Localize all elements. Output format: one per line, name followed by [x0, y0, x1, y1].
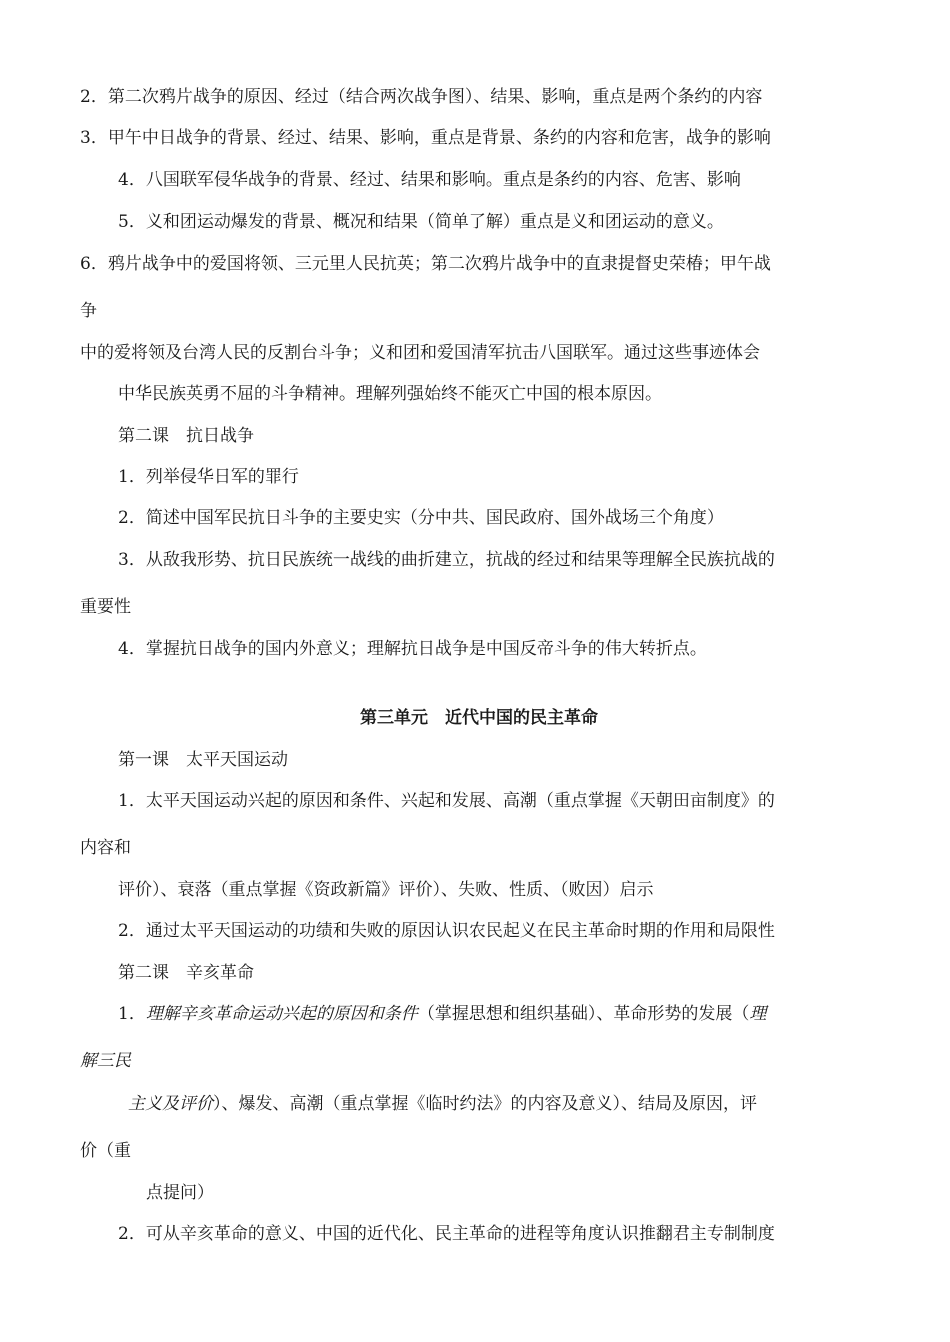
item-5-boxer-movement: 5．义和团运动爆发的背景、概况和结果（简单了解）重点是义和团运动的意义。	[118, 212, 724, 232]
lesson-title-anti-japanese-war: 第二课 抗日战争	[118, 426, 254, 446]
xinhai-item-1-line-4: 价（重	[80, 1141, 131, 1161]
item-2-second-opium-war: 2．第二次鸦片战争的原因、经过（结合两次战争图）、结果、影响，重点是两个条约的内容	[80, 87, 763, 107]
xinhai-item-1-line-3	[128, 1093, 757, 1115]
item-4-eight-nation-alliance: 4．八国联军侵华战争的背景、经过、结果和影响。重点是条约的内容、危害、影响	[118, 170, 741, 190]
xinhai-item-2: 2．可从辛亥革命的意义、中国的近代化、民主革命的进程等角度认识推翻君主专制制度	[118, 1224, 775, 1244]
lesson2-item-2: 2．简述中国军民抗日斗争的主要史实（分中共、国民政府、国外战场三个角度）	[118, 508, 724, 528]
lesson-title-xinhai: 第二课 辛亥革命	[118, 963, 254, 983]
lesson2-item-3-line-2: 重要性	[80, 597, 131, 617]
xinhai-item-1-line-2: 解三民	[80, 1051, 131, 1071]
item-6-line-2: 争	[80, 301, 97, 321]
taiping-item-2: 2．通过太平天国运动的功绩和失败的原因认识农民起义在民主革命时期的作用和局限性	[118, 921, 775, 941]
unit-3-heading: 第三单元 近代中国的民主革命	[360, 708, 598, 728]
xinhai-item-1-line-5: 点提问）	[146, 1183, 214, 1203]
xinhai-item-1-italic-b: 理	[749, 1004, 767, 1024]
item-6-line-4: 中华民族英勇不屈的斗争精神。理解列强始终不能灭亡中国的根本原因。	[118, 384, 662, 404]
xinhai-item-1-line-3-italic: 主义及评价	[128, 1094, 213, 1114]
item-6-line-3: 中的爱将领及台湾人民的反割台斗争；义和团和爱国清军抗击八国联军。通过这些事迹体会	[80, 343, 760, 363]
xinhai-item-1-middle: （掌握思想和组织基础）、革命形势的发展（	[417, 1004, 750, 1024]
item-3-sino-japanese-war: 3．甲午中日战争的背景、经过、结果、影响，重点是背景、条约的内容和危害，战争的影响	[80, 128, 771, 148]
lesson2-item-3-line-1: 3．从敌我形势、抗日民族统一战线的曲折建立，抗战的经过和结果等理解全民族抗战的	[118, 550, 775, 570]
taiping-item-1-line-1: 1．太平天国运动兴起的原因和条件、兴起和发展、高潮（重点掌握《天朝田亩制度》的	[118, 791, 775, 811]
xinhai-item-1-italic-a: 理解辛亥革命运动兴起的原因和条件	[145, 1004, 418, 1024]
xinhai-item-1-line-3-rest: ）、爆发、高潮（重点掌握《临时约法》的内容及意义）、结局及原因，评	[213, 1094, 757, 1114]
xinhai-item-1-line-1	[118, 1003, 766, 1025]
xinhai-item-1-number: 1．	[118, 1004, 146, 1024]
lesson2-item-1: 1．列举侵华日军的罪行	[118, 467, 299, 487]
lesson2-item-4: 4．掌握抗日战争的国内外意义；理解抗日战争是中国反帝斗争的伟大转折点。	[118, 639, 707, 659]
taiping-item-1-line-2: 内容和	[80, 838, 131, 858]
taiping-item-1-line-3: 评价）、衰落（重点掌握《资政新篇》评价）、失败、性质、（败因）启示	[118, 880, 654, 900]
item-6-line-1: 6．鸦片战争中的爱国将领、三元里人民抗英；第二次鸦片战争中的直隶提督史荣椿；甲午战	[80, 254, 771, 274]
lesson-title-taiping: 第一课 太平天国运动	[118, 750, 288, 770]
